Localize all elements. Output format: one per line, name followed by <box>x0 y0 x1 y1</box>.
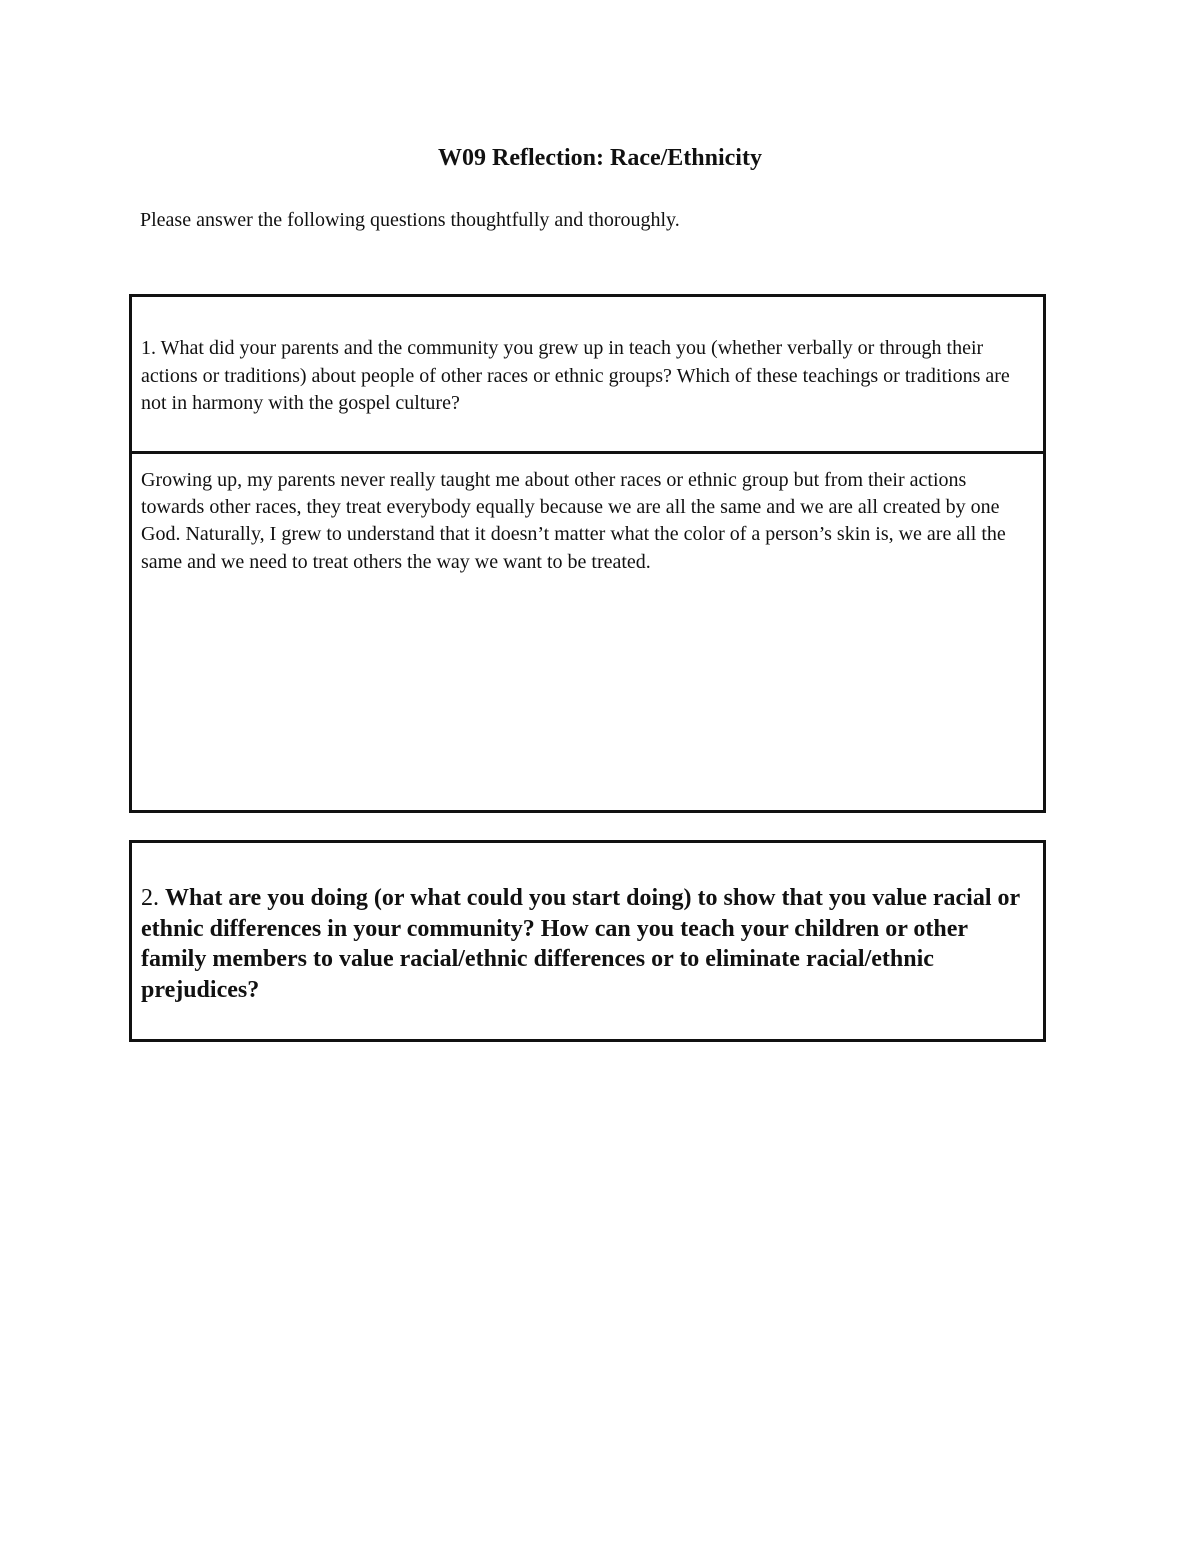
question-2-prompt: What are you doing (or what could you start doing) to show that you value racial or ethnic differences in your community? How can you teach your children or other family members to value racial/ethnic differences or to eliminate racial/ethnic prejudices? <box>141 885 1020 1003</box>
question-1-table <box>129 294 1046 813</box>
question-1-number: 1. <box>141 337 156 359</box>
instructions-text: Please answer the following questions thoughtfully and thoroughly. <box>140 209 680 231</box>
question-1-prompt: What did your parents and the community you grew up in teach you (whether verbally or through their actions or traditions) about people of other races or ethnic groups? Which of these teachings or traditions are not in harmony with the gospel culture? <box>141 337 1010 414</box>
document-title: W09 Reflection: Race/Ethnicity <box>438 145 762 171</box>
question-2-cell <box>132 843 1043 1005</box>
question-1-cell <box>132 297 1043 454</box>
answer-1-field[interactable]: Growing up, my parents never really taught me about other races or ethnic group but from their actions towards other races, they treat everybody equally because we are all the same and we are all created by one God. Naturally, I grew to understand that it doesn’t matter what the color of a person’s skin is, we are all the same and we need to treat others the way we want to be treated. <box>141 469 1006 573</box>
question-2-table <box>129 840 1046 1042</box>
question-2-number: 2. <box>141 885 159 911</box>
